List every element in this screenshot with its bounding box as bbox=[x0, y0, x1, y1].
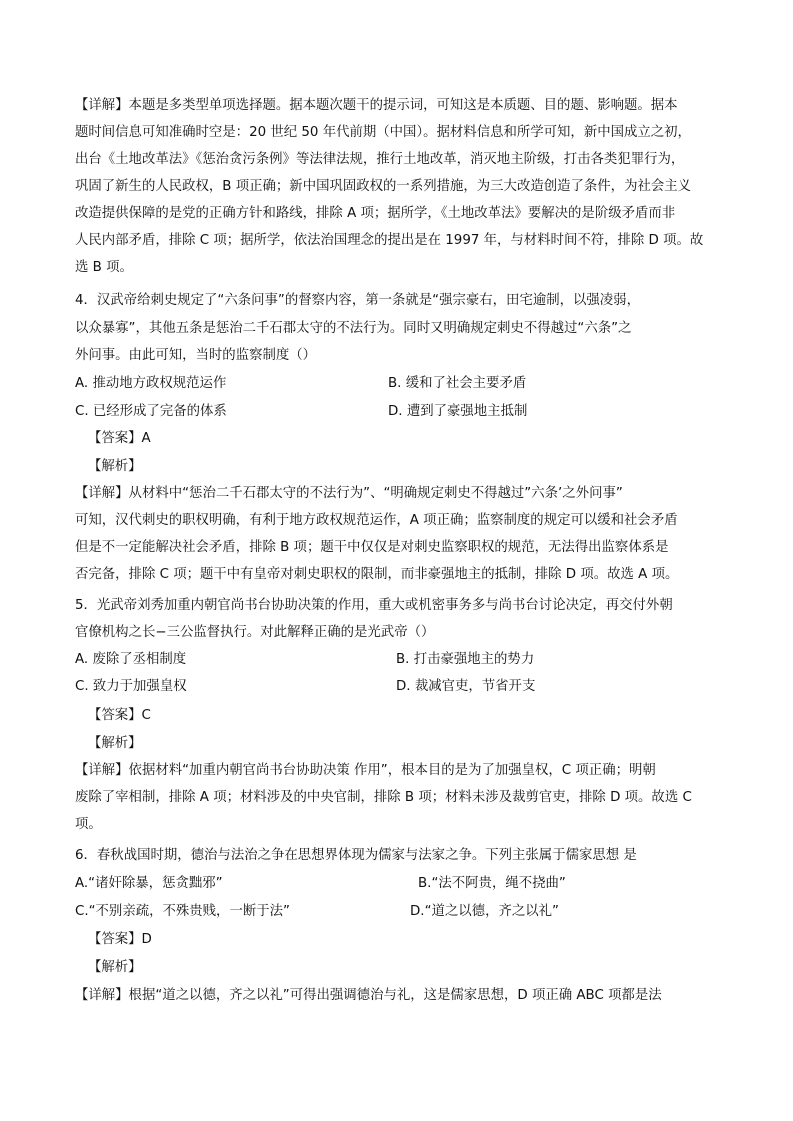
q6-answer: 【答案】D bbox=[88, 932, 152, 947]
q5-analysis-label: 【解析】 bbox=[88, 736, 142, 751]
q4-analysis-line-1: 【详解】从材料中“惩治二千石郡太守的不法行为”、“明确规定刺史不得越过”六条’之外问事” bbox=[75, 486, 623, 501]
q4-stem-line-3: 外问事。由此可知，当时的监察制度（） bbox=[75, 348, 317, 363]
q4-analysis-line-2: 可知，汉代刺史的职权明确，有利于地方政权规范运作，A 项正确；监察制度的规定可以缓和社会矛盾 bbox=[75, 513, 678, 528]
q4-stem-line-1: 4．汉武帝给刺史规定了“六条问事”的督察内容，第一条就是“强宗豪右，田宅逾制，以强凌弱， bbox=[75, 293, 640, 308]
q5-option-c: C. 致力于加强皇权 bbox=[75, 679, 187, 694]
q6-option-c: C.“不别亲疏，不殊贵贱，一断于法” bbox=[75, 904, 290, 919]
q4-answer: 【答案】A bbox=[88, 431, 151, 446]
q4-option-c: C. 已经形成了完备的体系 bbox=[75, 404, 227, 419]
q4-analysis-label: 【解析】 bbox=[88, 459, 142, 474]
q4-analysis-line-4: 否完备，排除 C 项；题干中有皇帝对刺史职权的限制，而非豪强地主的抵制，排除 D 项。故选 A 项。 bbox=[75, 567, 679, 582]
q5-answer: 【答案】C bbox=[88, 708, 151, 723]
q5-analysis-line-1: 【详解】依据材料“加重内朝官尚书台协助决策 作用”，根本目的是为了加强皇权，C 项正确；明朝 bbox=[75, 763, 656, 778]
q4-option-b: B. 缓和了社会主要矛盾 bbox=[388, 376, 527, 391]
q6-analysis-line-1: 【详解】根据“道之以德，齐之以礼”可得出强调德治与礼，这是儒家思想，D 项正确 ABC 项都是法 bbox=[75, 988, 662, 1003]
q5-analysis-line-2: 废除了宰相制，排除 A 项；材料涉及的中央官制，排除 B 项；材料未涉及裁剪官吏，排除 D 项。故选 C bbox=[75, 790, 692, 805]
q6-stem-line-1: 6．春秋战国时期，德治与法治之争在思想界体现为儒家与法家之争。下列主张属于儒家思想 是 bbox=[75, 848, 637, 863]
q5-option-a: A. 废除了丞相制度 bbox=[75, 652, 187, 667]
q3-analysis-line-2: 题时间信息可知准确时空是：20 世纪 50 年代前期（中国）。据材料信息和所学可知，新中国成立之初， bbox=[75, 125, 691, 140]
q3-analysis-line-7: 选 B 项。 bbox=[75, 260, 133, 275]
q3-analysis-line-5: 改造提供保障的是党的正确方针和路线，排除 A 项；据所学，《土地改革法》要解决的是阶级矛盾而非 bbox=[75, 206, 676, 221]
q3-analysis-line-6: 人民内部矛盾，排除 C 项；据所学，依法治国理念的提出是在 1997 年，与材料时间不符，排除 D 项。故 bbox=[75, 233, 704, 248]
q5-stem-line-1: 5．光武帝刘秀加重内朝官尚书台协助决策的作用，重大或机密事务多与尚书台讨论决定，再交付外朝 bbox=[75, 598, 673, 613]
q4-analysis-line-3: 但是不一定能解决社会矛盾，排除 B 项；题干中仅仅是对刺史监察职权的规范，无法得出监察体系是 bbox=[75, 540, 669, 555]
q6-option-a: A.“诸奸除暴，惩贪黜邪” bbox=[75, 876, 223, 891]
q4-option-a: A. 推动地方政权规范运作 bbox=[75, 376, 227, 391]
q6-option-b: B.“法不阿贵，绳不挠曲” bbox=[418, 876, 566, 891]
q6-analysis-label: 【解析】 bbox=[88, 960, 142, 975]
q3-analysis-line-1: 【详解】本题是多类型单项选择题。据本题次题干的提示词，可知这是本质题、目的题、影响题。据本 bbox=[75, 98, 678, 113]
q3-analysis-line-3: 出台《土地改革法》《惩治贪污条例》等法律法规，推行土地改革，消灭地主阶级，打击各类犯罪行为， bbox=[75, 152, 685, 167]
q5-stem-line-2: 官僚机构之长−三公监督执行。对此解释正确的是光武帝（） bbox=[75, 625, 435, 640]
q4-option-d: D. 遭到了豪强地主抵制 bbox=[388, 404, 528, 419]
q5-analysis-line-3: 项。 bbox=[75, 817, 102, 832]
q6-option-d: D.“道之以德，齐之以礼” bbox=[410, 904, 559, 919]
q3-analysis-line-4: 巩固了新生的人民政权，B 项正确；新中国巩固政权的一系列措施，为三大改造创造了条件，为社会主义 bbox=[75, 179, 692, 194]
q4-stem-line-2: 以众暴寡”，其他五条是惩治二千石郡太守的不法行为。同时又明确规定刺史不得越过“六条”之 bbox=[75, 321, 632, 336]
q5-option-d: D. 裁减官吏，节省开支 bbox=[396, 679, 536, 694]
q5-option-b: B. 打击豪强地主的势力 bbox=[396, 652, 535, 667]
